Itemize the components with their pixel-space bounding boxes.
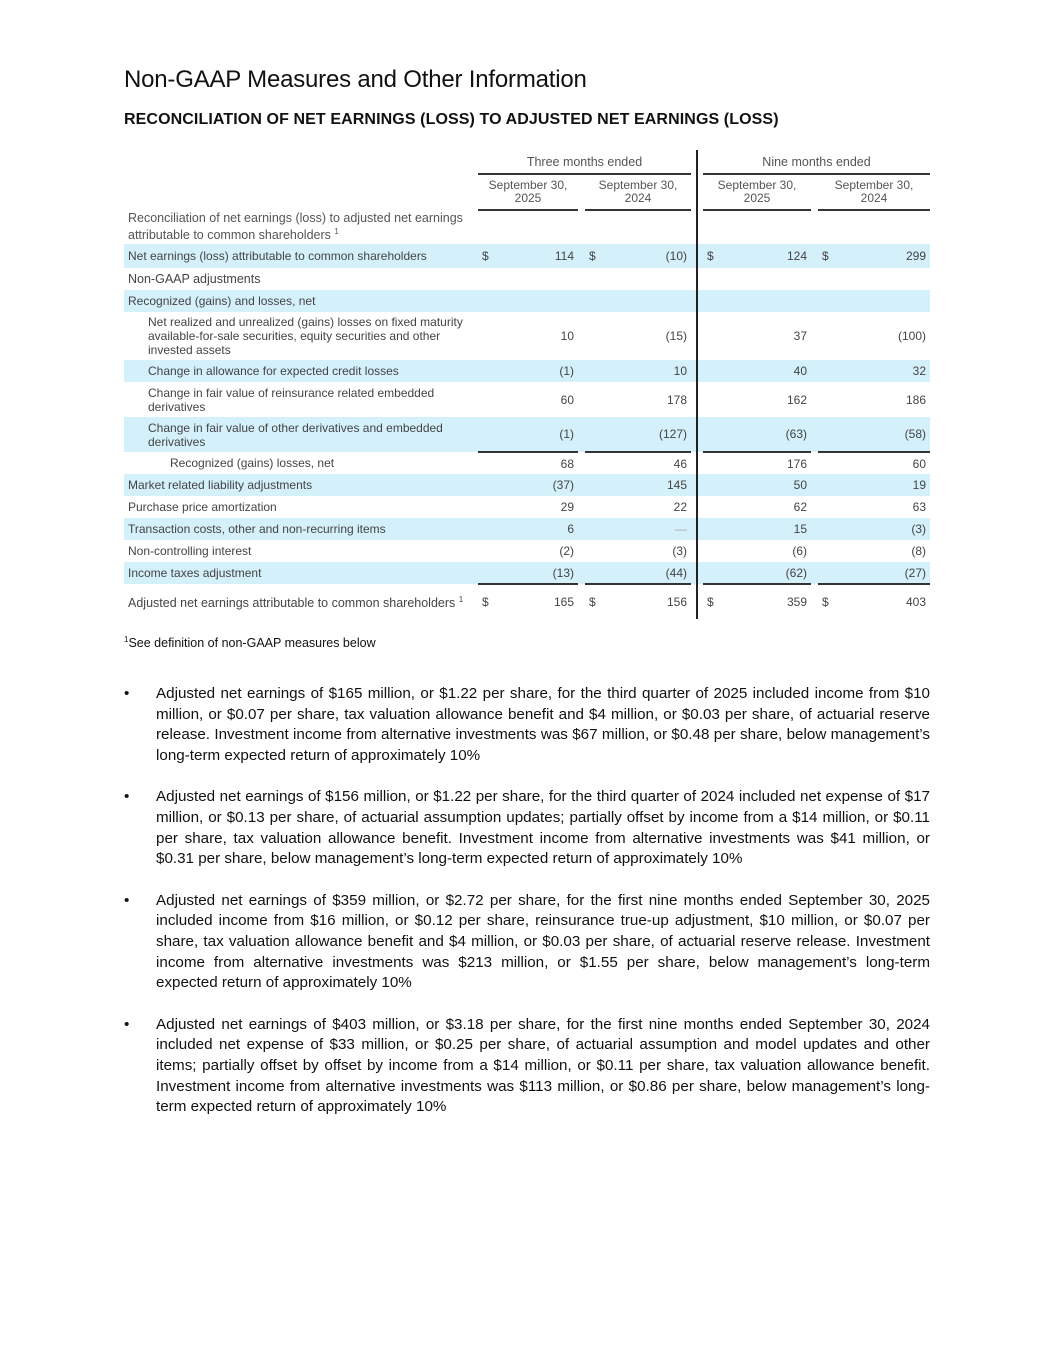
row-label: Transaction costs, other and non-recurring items [124,518,470,540]
list-item: • Adjusted net earnings of $359 million, or $2.72 per share, for the first nine months ended September 30, 2025 included income from $16 million, or $0.12 per share, reinsurance true-up adjustment, $10 million, or $0.07 per share, tax valuation allowance benefit and $4 million, or $0.03 per share, of actuarial reserve release. Investment income from alternative investments was $213 million, or $1.55 per share, below management’s long-term expected return of approximately 10% [124,891,930,992]
cell-value: 40 [719,360,811,382]
cell-value: 145 [601,474,691,496]
col-header-9m-2025: September 30, 2025 [703,174,811,210]
row-label: Non-controlling interest [128,544,252,558]
table-row [124,360,930,382]
cell-value: (1) [494,360,578,382]
cell-value: 114 [494,244,578,268]
table-row [124,584,930,619]
three-months-header: Three months ended [478,150,691,174]
cell-value: (62) [719,562,811,584]
cell-value: 60 [834,452,930,474]
col-header-q3-2025: September 30, 2025 [478,174,578,210]
row-label: Recognized (gains) losses, net [170,456,335,470]
cell-value: (27) [834,562,930,584]
row-label: Change in allowance for expected credit losses [124,360,470,382]
currency-symbol: $ [818,584,834,619]
cell-value: 50 [719,474,811,496]
cell-value: 10 [601,360,691,382]
list-item: • Adjusted net earnings of $165 million, or $1.22 per share, for the third quarter of 2025 included income from $10 million, or $0.07 per share, tax valuation allowance benefit and $4 million, or $0.03 per share, of actuarial reserve release. Investment income from alternative investments was $67 million, or $0.48 per share, below management’s long-term expected return of approximately 10% [124,685,930,765]
cell-value: 124 [719,244,811,268]
cell-value: 165 [494,584,578,619]
cell-value: 60 [560,392,574,407]
cell-value: 186 [905,392,926,407]
cell-value: (37) [494,474,578,496]
table-subtitle: RECONCILIATION OF NET EARNINGS (LOSS) TO ADJUSTED NET EARNINGS (LOSS) [124,111,779,128]
table-row [124,244,930,268]
table-row [124,452,930,474]
row-label: Purchase price amortization [128,500,277,514]
cell-value: 156 [601,584,691,619]
currency-symbol: $ [478,584,494,619]
row-label: Income taxes adjustment [124,562,470,584]
table-row [124,540,930,562]
cell-value: (100) [897,329,926,343]
row-label: Recognized (gains) and losses, net [124,290,470,312]
row-label: Market related liability adjustments [124,474,470,496]
cell-value: (127) [601,417,691,452]
currency-symbol: $ [585,244,601,268]
row-label: Adjusted net earnings attributable to common shareholders $^1$ [128,594,464,611]
page-title: Non-GAAP Measures and Other Information [124,66,587,93]
table-row [124,290,930,312]
cell-value: 32 [834,360,930,382]
row-label: Change in fair value of other derivatives and embedded derivatives [124,417,470,452]
bullet-icon: • [124,788,130,806]
nine-months-header: Nine months ended [703,150,930,174]
cell-value: 176 [719,452,811,474]
cell-value: (3) [672,544,687,558]
list-item: • Adjusted net earnings of $156 million, or $1.22 per share, for the third quarter of 2024 included net expense of $17 million, or $0.13 per share, of actuarial assumption updates; partially offset by income from a $14 million, or $0.11 per share, tax valuation allowance benefit. Investment income from alternative investments was $41 million, or $0.31 per share, below management’s long-term expected return of approximately 10% [124,788,930,868]
intro-label: Reconciliation of net earnings (loss) to adjusted net earnings attributable to common shareholders $^1$ [128,211,463,243]
row-label: Change in fair value of reinsurance related embedded derivatives [148,385,435,414]
col-header-q3-2024: September 30, 2024 [585,174,691,210]
cell-value: 46 [601,452,691,474]
table-row [124,417,930,452]
cell-value: (44) [601,562,691,584]
cell-value: 63 [912,500,926,514]
list-item: • Adjusted net earnings of $403 million, or $3.18 per share, for the first nine months ended September 30, 2024 included net expense of $33 million, or $0.25 per share, of actuarial assumption and model updates and other items; partially offset by offset by income from a $14 million, or $0.11 per share, tax valuation allowance benefit. Investment income from alternative investments was $113 million, or $0.86 per share, below management’s long-term expected return of approximately 10% [124,1015,930,1116]
cell-value: 68 [494,452,578,474]
cell-value: 22 [673,500,687,514]
table-row [124,312,930,360]
cell-value: 359 [719,584,811,619]
currency-symbol: $ [818,244,834,268]
cell-value: 6 [494,518,578,540]
bullet-icon: • [124,891,130,909]
highlights-list [124,684,930,1139]
cell-value: (13) [494,562,578,584]
cell-value: 15 [719,518,811,540]
cell-value: 10 [560,329,574,343]
row-label: Net earnings (loss) attributable to common shareholders [124,244,470,268]
cell-value: 19 [834,474,930,496]
cell-value: 37 [793,329,807,343]
bullet-icon: • [124,1015,130,1033]
currency-symbol: $ [478,244,494,268]
currency-symbol: $ [703,584,719,619]
row-label: Non-GAAP adjustments [128,272,261,286]
cell-value: 403 [834,584,930,619]
cell-value: 162 [786,392,807,407]
reconciliation-table [124,150,930,619]
footnote: $^1$See definition of non-GAAP measures below [124,635,376,651]
cell-value: (15) [665,329,687,343]
cell-value: (63) [719,417,811,452]
table-row [124,496,930,518]
currency-symbol: $ [703,244,719,268]
row-label: Net realized and unrealized (gains) losses on fixed maturity available-for-sale securities, equity securities and other invested assets [148,315,463,357]
cell-value: — [601,518,691,540]
cell-value: 178 [666,392,687,407]
table-row [124,518,930,540]
cell-value: (1) [494,417,578,452]
table-row [124,268,930,290]
table-row [124,562,930,584]
bullet-icon: • [124,685,130,702]
table-row [124,474,930,496]
cell-value: (58) [834,417,930,452]
cell-value: 299 [834,244,930,268]
table-row [124,382,930,417]
currency-symbol: $ [585,584,601,619]
cell-value: (8) [911,544,926,558]
cell-value: 29 [560,500,574,514]
cell-value: (10) [601,244,691,268]
cell-value: (2) [559,544,574,558]
cell-value: (6) [792,544,807,558]
col-header-9m-2024: September 30, 2024 [818,174,930,210]
cell-value: 62 [793,500,807,514]
cell-value: (3) [834,518,930,540]
